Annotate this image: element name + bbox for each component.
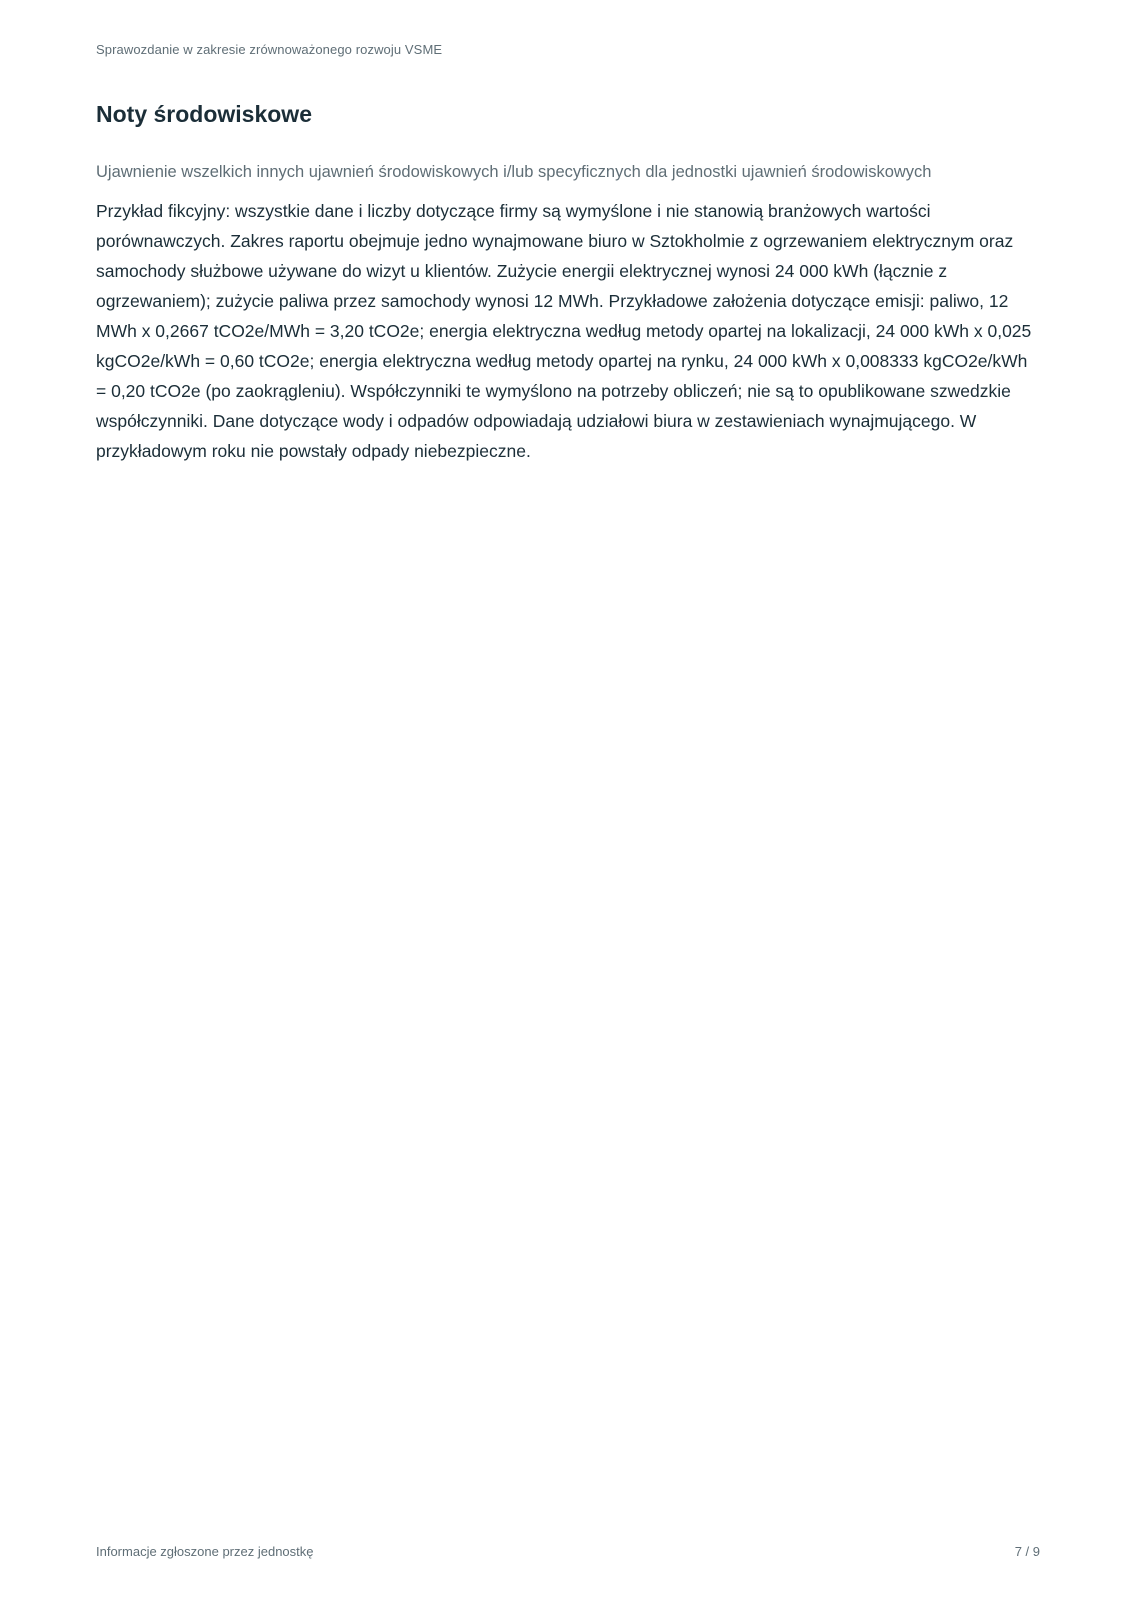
page-number: 7 / 9	[1014, 1544, 1040, 1559]
page-header: Sprawozdanie w zakresie zrównoważonego rozwoju VSME	[96, 42, 443, 57]
page-footer	[96, 1544, 1040, 1559]
section-subtitle: Ujawnienie wszelkich innych ujawnień środowiskowych i/lub specyficznych dla jednostki ujawnień środowiskowych	[96, 163, 932, 181]
body-paragraph: Przykład fikcyjny: wszystkie dane i liczby dotyczące firmy są wymyślone i nie stanowią branżowych wartości porównawczych. Zakres raportu obejmuje jedno wynajmowane biuro w Sztokholmie z ogrzewaniem elektrycznym oraz samochody służbowe używane do wizyt u klientów. Zużycie energii elektrycznej wynosi 24 000 kWh (łącznie z ogrzewaniem); zużycie paliwa przez samochody wynosi 12 MWh. Przykładowe założenia dotyczące emisji: paliwo, 12 MWh x 0,2667 tCO2e/MWh = 3,20 tCO2e; energia elektryczna według metody opartej na lokalizacji, 24 000 kWh x 0,025 kgCO2e/kWh = 0,60 tCO2e; energia elektryczna według metody opartej na rynku, 24 000 kWh x 0,008333 kgCO2e/kWh = 0,20 tCO2e (po zaokrągleniu). Współczynniki te wymyślono na potrzeby obliczeń; nie są to opublikowane szwedzkie współczynniki. Dane dotyczące wody i odpadów odpowiadają udziałowi biura w zestawieniach wynajmującego. W przykładowym roku nie powstały odpady niebezpieczne.	[96, 201, 1032, 461]
section-title: Noty środowiskowe	[96, 101, 312, 127]
footer-label: Informacje zgłoszone przez jednostkę	[96, 1544, 314, 1559]
